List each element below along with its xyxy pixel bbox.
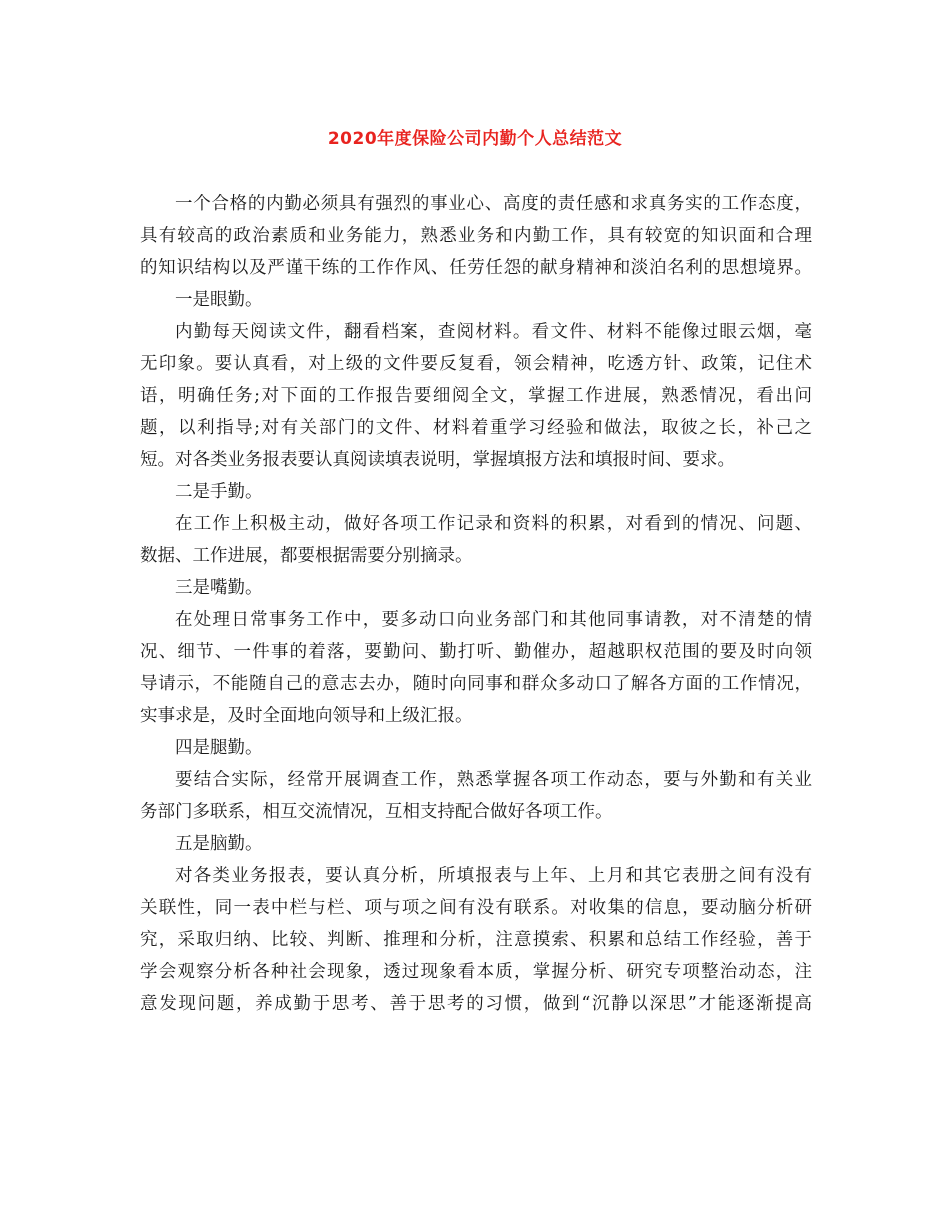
paragraph-line: 要结合实际，经常开展调查工作，熟悉掌握各项工作动态，要与外勤和有关业 — [175, 770, 812, 790]
paragraph-line: 学会观察分析各种社会现象，透过现象看本质，掌握分析、研究专项整治动态，注 — [140, 962, 812, 982]
section-heading: 二是手勤。 — [175, 482, 263, 502]
paragraph-line: 的知识结构以及严谨干练的工作作风、任劳任怨的献身精神和淡泊名利的思想境界。 — [140, 258, 812, 278]
paragraph-line: 关联性，同一表中栏与栏、项与项之间有没有联系。对收集的信息，要动脑分析研 — [140, 898, 812, 918]
section-heading: 四是腿勤。 — [175, 738, 263, 758]
paragraph-line: 具有较高的政治素质和业务能力，熟悉业务和内勤工作，具有较宽的知识面和合理 — [140, 226, 812, 246]
paragraph-line: 对各类业务报表，要认真分析，所填报表与上年、上月和其它表册之间有没有 — [175, 866, 812, 886]
paragraph-line: 在工作上积极主动，做好各项工作记录和资料的积累，对看到的情况、问题、 — [175, 514, 812, 534]
paragraph-line: 意发现问题，养成勤于思考、善于思考的习惯，做到“沉静以深思”才能逐渐提高 — [140, 994, 812, 1014]
paragraph-line: 实事求是，及时全面地向领导和上级汇报。 — [140, 706, 473, 726]
paragraph-line: 导请示，不能随自己的意志去办，随时向同事和群众多动口了解各方面的工作情况， — [140, 674, 812, 694]
paragraph-line: 无印象。要认真看，对上级的文件要反复看，领会精神，吃透方针、政策，记住术 — [140, 354, 812, 374]
section-heading: 五是脑勤。 — [175, 834, 263, 854]
document-body — [140, 188, 812, 1020]
paragraph-line: 在处理日常事务工作中，要多动口向业务部门和其他同事请教，对不清楚的情 — [175, 610, 812, 630]
section-heading: 一是眼勤。 — [175, 290, 263, 310]
paragraph-line: 短。对各类业务报表要认真阅读填表说明，掌握填报方法和填报时间、要求。 — [140, 450, 735, 470]
paragraph-line: 况、细节、一件事的着落，要勤问、勤打听、勤催办，超越职权范围的要及时向领 — [140, 642, 812, 662]
paragraph-line: 数据、工作进展，都要根据需要分别摘录。 — [140, 546, 473, 566]
paragraph-line: 一个合格的内勤必须具有强烈的事业心、高度的责任感和求真务实的工作态度， — [175, 194, 812, 214]
paragraph-line: 究，采取归纳、比较、判断、推理和分析，注意摸索、积累和总结工作经验，善于 — [140, 930, 812, 950]
paragraph-line: 题，以利指导;对有关部门的文件、材料着重学习经验和做法，取彼之长，补己之 — [140, 418, 812, 438]
paragraph-line: 内勤每天阅读文件，翻看档案，查阅材料。看文件、材料不能像过眼云烟，毫 — [175, 322, 812, 342]
paragraph-line: 务部门多联系，相互交流情况，互相支持配合做好各项工作。 — [140, 802, 613, 822]
section-heading: 三是嘴勤。 — [175, 578, 263, 598]
paragraph-line: 语，明确任务;对下面的工作报告要细阅全文，掌握工作进展，熟悉情况，看出问 — [140, 386, 812, 406]
document-title: 2020年度保险公司内勤个人总结范文 — [327, 129, 623, 149]
